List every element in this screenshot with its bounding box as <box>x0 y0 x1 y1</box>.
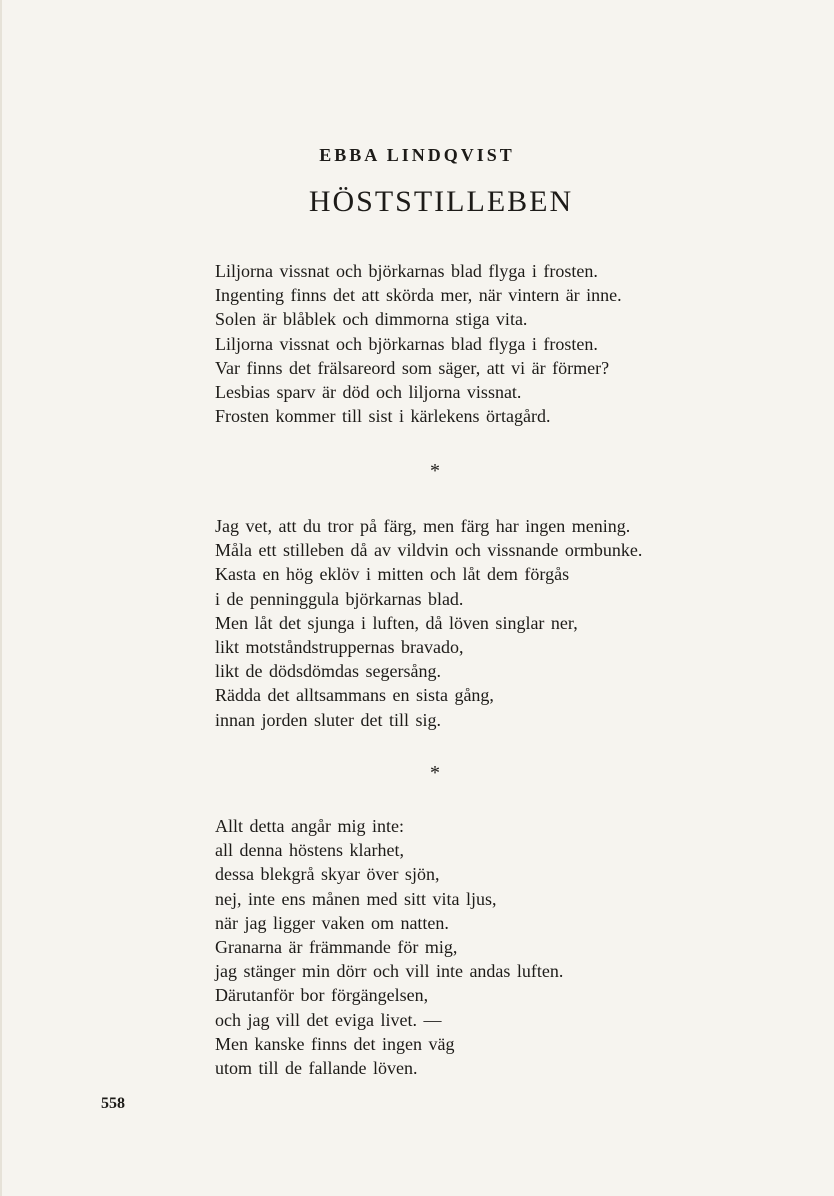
poem-line: jag stänger min dörr och vill inte andas luften. <box>215 961 564 982</box>
poem-line: all denna höstens klarhet, <box>215 840 404 861</box>
stanza-1 <box>215 259 775 428</box>
poem-line: och jag vill det eviga livet. — <box>215 1009 442 1030</box>
poem-line: när jag ligger vaken om natten. <box>215 912 449 933</box>
page-number: 558 <box>101 1095 125 1112</box>
poem-line: likt motståndstruppernas bravado, <box>215 637 464 658</box>
poem-line: innan jorden sluter det till sig. <box>215 709 441 730</box>
poem-line: i de penninggula björkarnas blad. <box>215 588 464 609</box>
poem-line: Jag vet, att du tror på färg, men färg har ingen mening. <box>215 516 631 536</box>
poem-line: dessa blekgrå skyar över sjön, <box>215 864 440 885</box>
poem-line: Men kanske finns det ingen väg <box>215 1033 455 1054</box>
poem-line: Rädda det alltsammans en sista gång, <box>215 685 494 706</box>
stanza-2 <box>215 514 775 732</box>
poem-title: HÖSTSTILLEBEN <box>308 185 574 218</box>
author-name: EBBA LINDQVIST <box>319 145 515 165</box>
stanza-3 <box>215 814 775 1080</box>
poem-line: Liljorna vissnat och björkarnas blad flyga i frosten. <box>215 333 598 354</box>
poem-line: Liljorna vissnat och björkarnas blad flyga i frosten. <box>215 261 598 281</box>
poem-line: Allt detta angår mig inte: <box>215 816 404 836</box>
stanza-separator: * <box>430 460 440 482</box>
poem-line: nej, inte ens månen med sitt vita ljus, <box>215 888 497 909</box>
poem-line: Måla ett stilleben då av vildvin och vissnande ormbunke. <box>215 540 643 561</box>
poem-line: Därutanför bor förgängelsen, <box>215 985 429 1006</box>
poem-line: Kasta en hög eklöv i mitten och låt dem förgås <box>215 564 570 585</box>
poem-line: Ingenting finns det att skörda mer, när vintern är inne. <box>215 285 622 306</box>
stanza-separator: * <box>430 762 440 784</box>
poem-line: Lesbias sparv är död och liljorna vissnat. <box>215 382 522 403</box>
poem-line: Frosten kommer till sist i kärlekens örtagård. <box>215 406 551 427</box>
poem-line: Solen är blåblek och dimmorna stiga vita. <box>215 309 528 330</box>
poem-line: Granarna är främmande för mig, <box>215 937 458 958</box>
poem-line: Men låt det sjunga i luften, då löven singlar ner, <box>215 612 578 633</box>
poem-line: Var finns det frälsareord som säger, att vi är förmer? <box>215 357 610 378</box>
poem-line: likt de dödsdömdas segersång. <box>215 661 441 682</box>
poem-line: utom till de fallande löven. <box>215 1058 418 1079</box>
